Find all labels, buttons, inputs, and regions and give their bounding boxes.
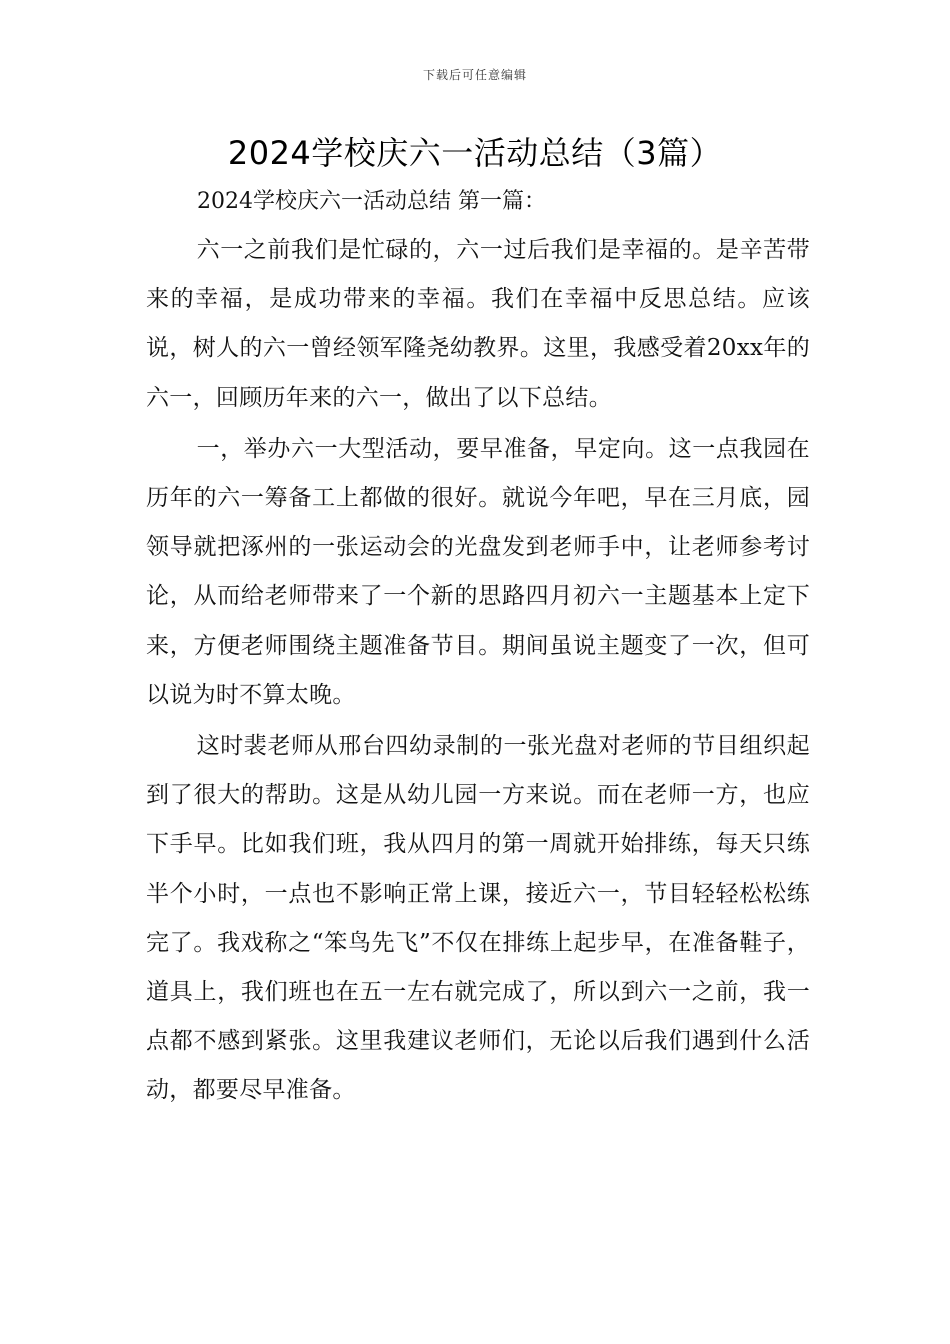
body-text: [146, 226, 810, 1118]
paragraph-1: 六一之前我们是忙碌的，六一过后我们是幸福的。是辛苦带来的幸福，是成功带来的幸福。我们在幸福中反思总结。应该说，树人的六一曾经领军隆尧幼教界。这里，我感受着20xx年的六一，回顾历年来的六一，做出了以下总结。: [146, 237, 810, 411]
paragraph-2: 一，举办六一大型活动，要早准备，早定向。这一点我园在历年的六一筹备工上都做的很好。就说今年吧，早在三月底，园领导就把涿州的一张运动会的光盘发到老师手中，让老师参考讨论，从而给老师带来了一个新的思路四月初六一主题基本上定下来，方便老师围绕主题准备节目。期间虽说主题变了一次，但可以说为时不算太晚。: [146, 435, 810, 708]
document-title: 2024学校庆六一活动总结（3篇）: [227, 134, 723, 172]
section-heading: 2024学校庆六一活动总结 第一篇：: [197, 189, 546, 214]
header-note: 下载后可任意编辑: [422, 68, 527, 82]
paragraph-3: 这时裴老师从邢台四幼录制的一张光盘对老师的节目组织起到了很大的帮助。这是从幼儿园一方来说。而在老师一方，也应下手早。比如我们班，我从四月的第一周就开始排练，每天只练半个小时，一点也不影响正常上课，接近六一，节目轻轻松松练完了。我戏称之“笨鸟先飞”不仅在排练上起步早，在准备鞋子，道具上，我们班也在五一左右就完成了，所以到六一之前，我一点都不感到紧张。这里我建议老师们，无论以后我们遇到什么活动，都要尽早准备。: [146, 733, 810, 1104]
